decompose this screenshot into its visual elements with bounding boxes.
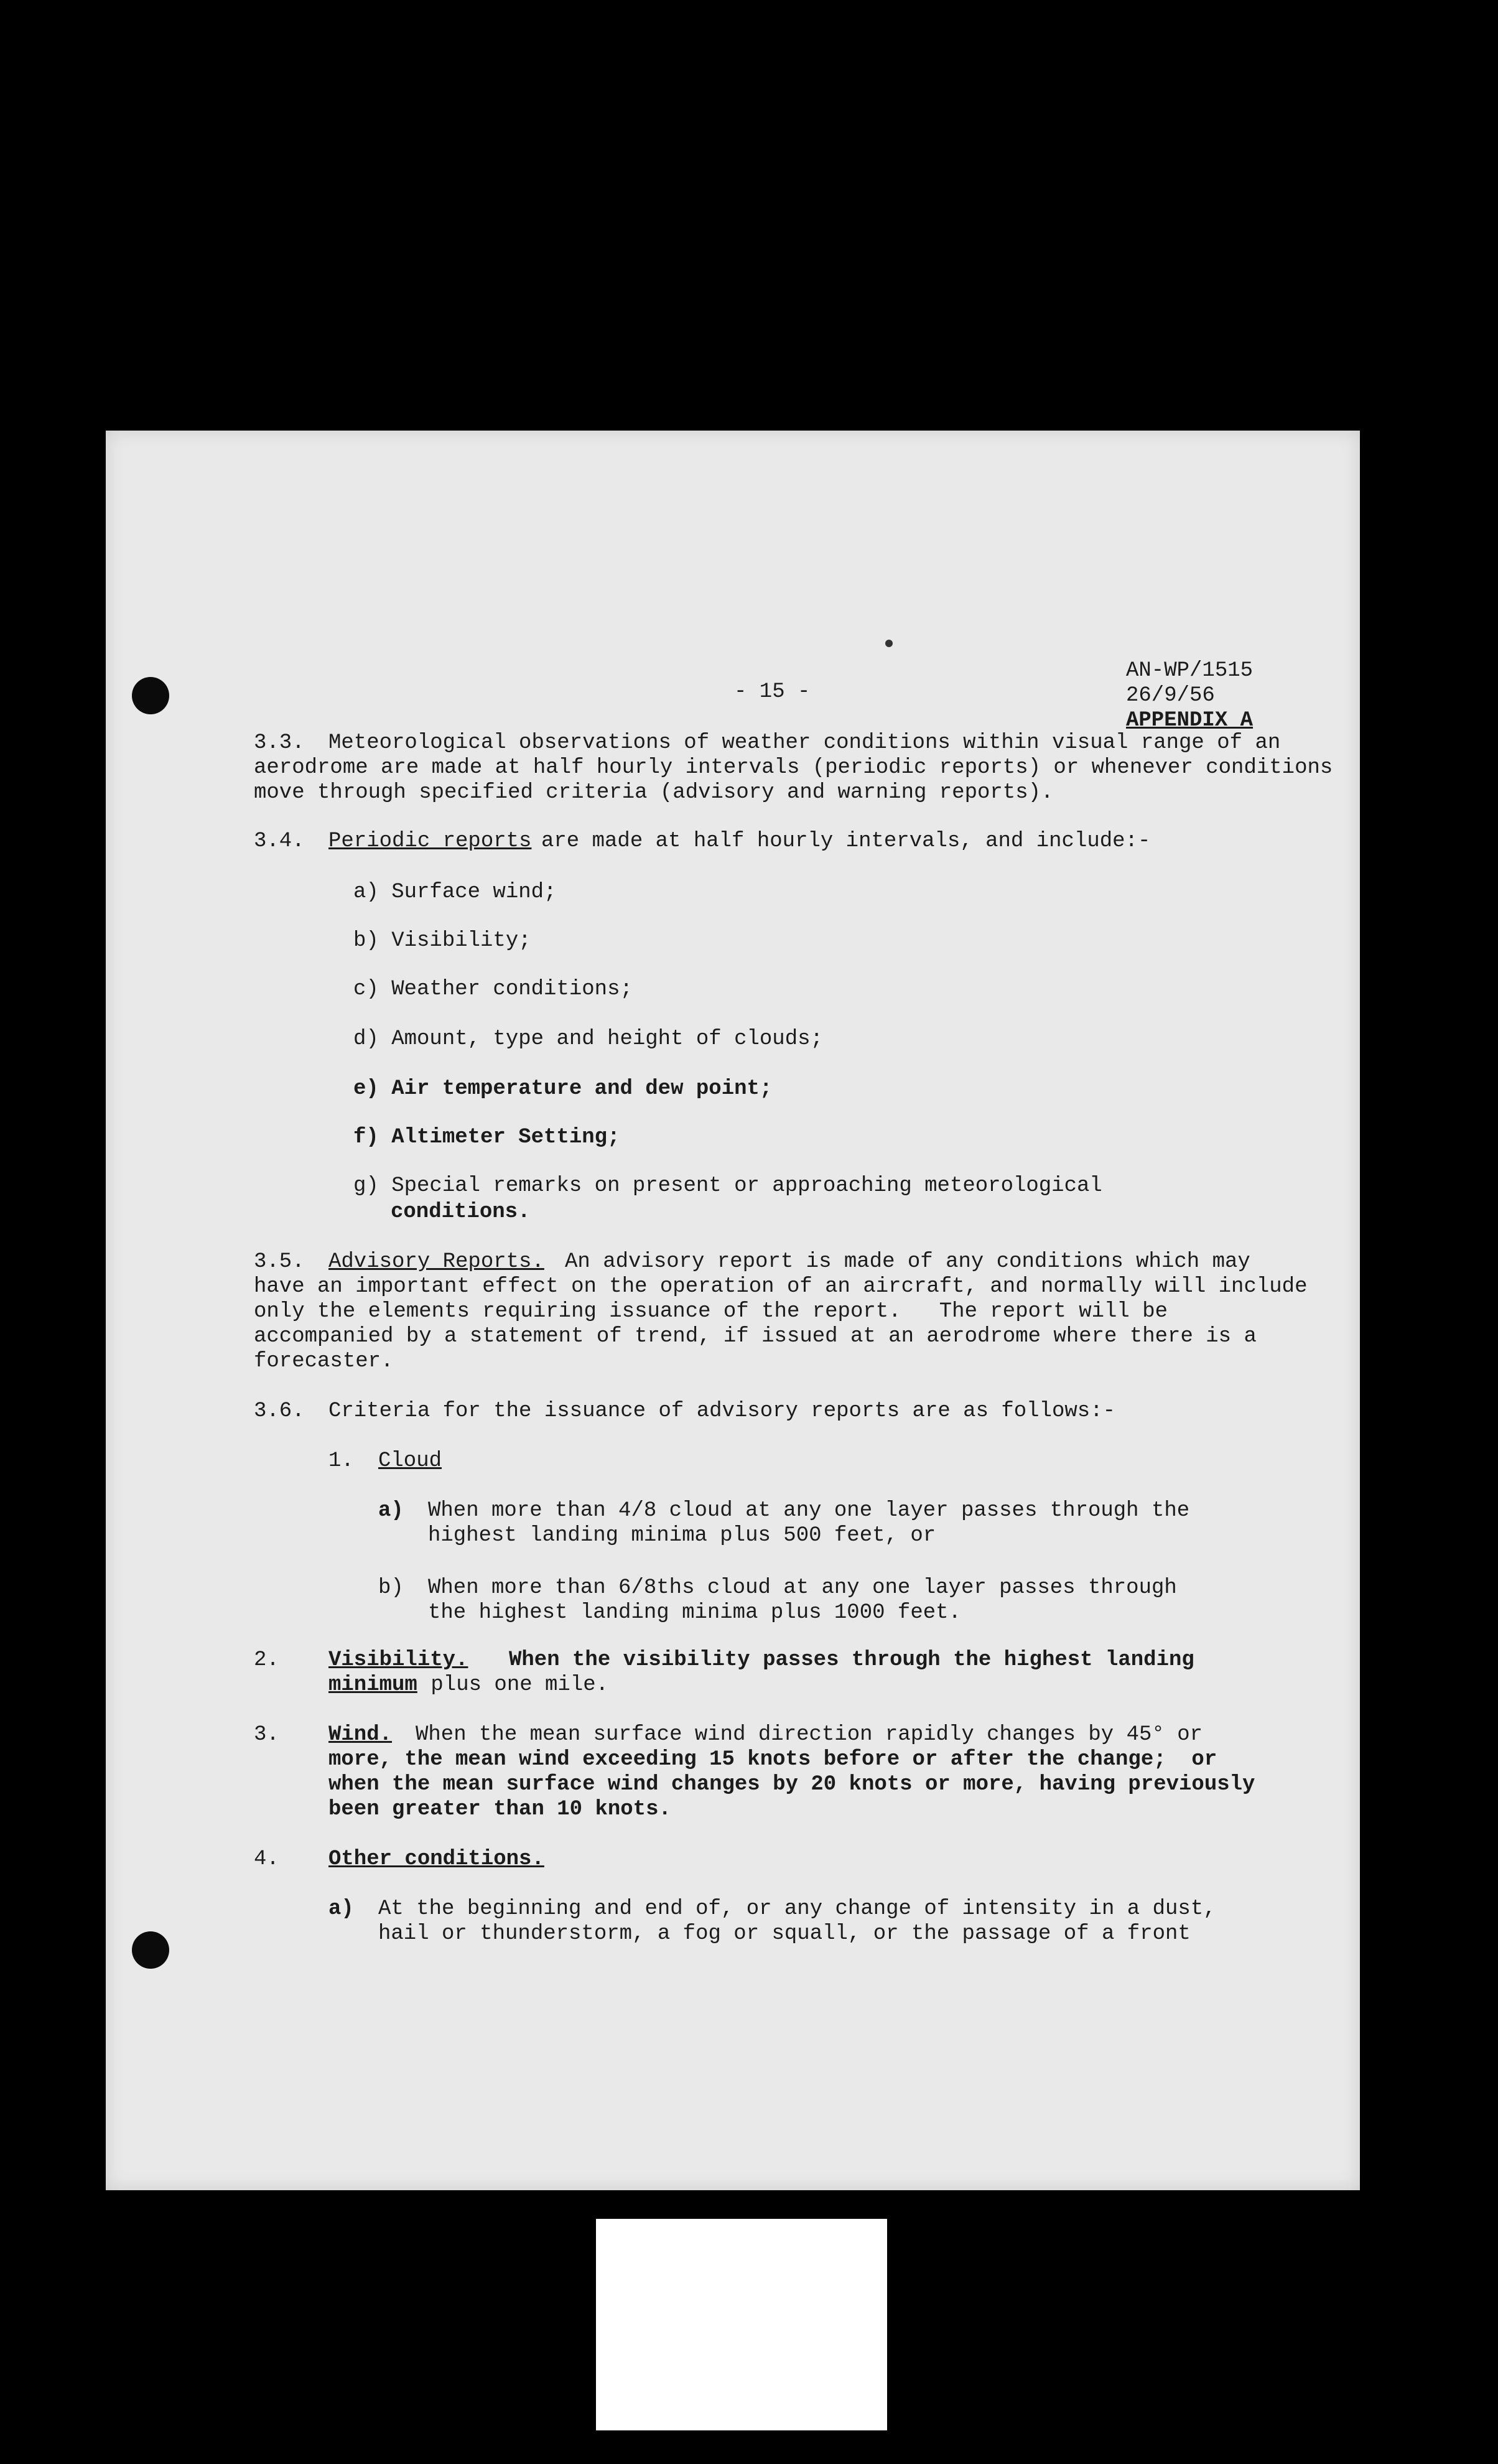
section-3-5-number: 3.5. [254,1250,305,1274]
section-3-5-line-1: An advisory report is made of any conditions which may [565,1250,1250,1274]
list-item-altimeter-setting: f) Altimeter Setting; [353,1126,620,1149]
list-item-surface-wind: a) Surface wind; [353,880,557,904]
list-item-special-remarks-cont: conditions. [391,1200,531,1224]
list-item-visibility: b) Visibility; [353,929,531,953]
visibility-minimum-word: minimum [328,1673,417,1697]
speck [885,640,893,647]
other-conditions-number: 4. [254,1847,279,1871]
other-a-line-1: At the beginning and end of, or any change of intensity in a dust, [378,1897,1216,1921]
list-item-weather-conditions: c) Weather conditions; [353,978,633,1001]
section-3-5-line-4: accompanied by a statement of trend, if issued at an aerodrome where there is a [254,1325,1257,1348]
cloud-a-label: a) [378,1499,404,1523]
cloud-a-line-1: When more than 4/8 cloud at any one layer passes through the [428,1499,1190,1523]
section-3-3-number: 3.3. [254,731,305,755]
visibility-line-1: When the visibility passes through the highest landing [509,1648,1194,1672]
section-3-5-line-5: forecaster. [254,1350,394,1373]
visibility-title: Visibility. [328,1648,468,1672]
list-item-special-remarks: g) Special remarks on present or approaching meteorological [353,1174,1102,1198]
page-number: - 15 - [734,680,811,704]
document-page [106,431,1360,2190]
other-a-line-2: hail or thunderstorm, a fog or squall, or the passage of a front [378,1922,1191,1946]
section-3-4-number: 3.4. [254,829,305,853]
visibility-line-2: plus one mile. [418,1673,609,1697]
cloud-b-line-2: the highest landing minima plus 1000 feet. [428,1601,961,1625]
wind-line-1: When the mean surface wind direction rapidly changes by 45° or [416,1723,1203,1747]
section-3-4-text: are made at half hourly intervals, and include:- [541,829,1151,853]
section-3-5-line-3: only the elements requiring issuance of the report. The report will be [254,1300,1168,1323]
section-3-3-line-3: move through specified criteria (advisory and warning reports). [254,781,1054,805]
other-a-label: a) [328,1897,354,1921]
list-item-air-temperature: e) Air temperature and dew point; [353,1077,773,1101]
section-3-5-line-2: have an important effect on the operation of an aircraft, and normally will include [254,1275,1308,1299]
wind-line-3: when the mean surface wind changes by 20 knots or more, having previously [328,1773,1255,1796]
other-conditions-title: Other conditions. [328,1847,544,1871]
appendix-label: APPENDIX A [1126,709,1254,732]
cloud-b-label: b) [378,1576,404,1600]
section-3-3-line-1: Meteorological observations of weather conditions within visual range of an [328,731,1281,755]
section-3-6-text: Criteria for the issuance of advisory reports are as follows:- [328,1399,1116,1423]
section-3-4-title: Periodic reports [328,829,532,853]
document-reference: AN-WP/1515 [1126,659,1254,683]
blank-card [596,2219,887,2430]
list-item-clouds: d) Amount, type and height of clouds; [353,1027,823,1051]
wind-title: Wind. [328,1723,393,1747]
cloud-number: 1. [328,1449,354,1473]
cloud-a-line-2: highest landing minima plus 500 feet, or [428,1524,936,1547]
wind-number: 3. [254,1723,279,1747]
wind-line-4: been greater than 10 knots. [328,1798,671,1821]
section-3-3-line-2: aerodrome are made at half hourly intervals (periodic reports) or whenever conditions [254,756,1333,780]
section-3-6-number: 3.6. [254,1399,305,1423]
visibility-number: 2. [254,1648,279,1672]
punch-hole-bottom [132,1931,169,1969]
wind-line-2: more, the mean wind exceeding 15 knots before or after the change; or [328,1748,1217,1771]
section-3-5-title: Advisory Reports. [328,1250,544,1274]
cloud-b-line-1: When more than 6/8ths cloud at any one layer passes through [428,1576,1177,1600]
document-date: 26/9/56 [1126,684,1215,707]
cloud-title: Cloud [378,1449,442,1473]
punch-hole-top [132,677,169,714]
